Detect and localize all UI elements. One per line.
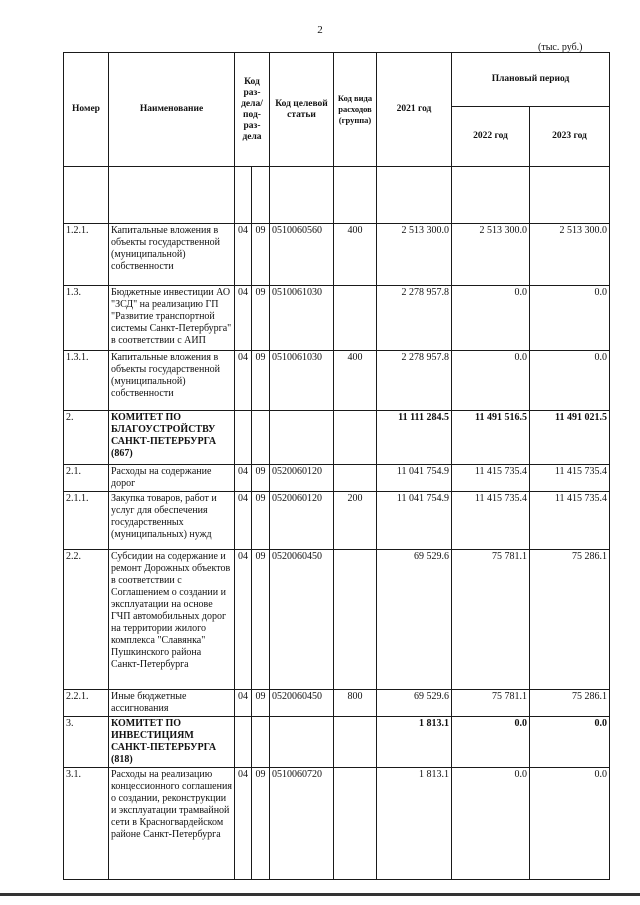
cell-y2021: 69 529.6 (377, 550, 452, 690)
cell-y2022: 0.0 (452, 286, 530, 351)
cell-y2021: 69 529.6 (377, 690, 452, 717)
page-bottom-edge (0, 893, 640, 896)
table-row (64, 411, 610, 465)
cell-y2022: 75 781.1 (452, 550, 530, 690)
cell-nomer: 2.1. (64, 465, 109, 492)
cell-y2023: 0.0 (530, 768, 610, 880)
cell-razdel: 04 (235, 465, 252, 492)
cell-y2022: 11 415 735.4 (452, 465, 530, 492)
cell-y2021: 1 813.1 (377, 768, 452, 880)
table-row (64, 550, 610, 690)
table-row (64, 351, 610, 411)
cell-y2022: 11 415 735.4 (452, 492, 530, 550)
cell-name: КОМИТЕТ ПО ИНВЕСТИЦИЯМ САНКТ-ПЕТЕРБУРГА (818) (109, 717, 235, 768)
cell-statya (270, 411, 334, 465)
cell-razdel: 04 (235, 351, 252, 411)
cell-razdel: 04 (235, 286, 252, 351)
cell-y2022: 0.0 (452, 351, 530, 411)
cell-razdel: 04 (235, 690, 252, 717)
cell-name: Расходы на реализацию концессионного соглашения о создании, реконструкции и эксплуатации трамвайной сети в Красногвардейском районе Санкт-Петербурга (109, 768, 235, 880)
cell-razdel: 04 (235, 768, 252, 880)
cell-nomer: 3. (64, 717, 109, 768)
header-razdel: Код раз-дела/ под-раз-дела (235, 53, 270, 167)
units-label: (тыс. руб.) (538, 42, 583, 53)
cell-y2021: 2 513 300.0 (377, 224, 452, 286)
cell-y2021: 11 111 284.5 (377, 411, 452, 465)
cell-statya: 0520060120 (270, 465, 334, 492)
header-name: Наименование (109, 53, 235, 167)
header-2021: 2021 год (377, 53, 452, 167)
cell-podrazdel: 09 (252, 351, 270, 411)
cell-y2023: 0.0 (530, 717, 610, 768)
cell-nomer: 1.3.1. (64, 351, 109, 411)
cell-razdel: 04 (235, 492, 252, 550)
cell-y2021: 2 278 957.8 (377, 351, 452, 411)
cell-y2023: 2 513 300.0 (530, 224, 610, 286)
header-nomer: Номер (64, 53, 109, 167)
cell-y2022: 75 781.1 (452, 690, 530, 717)
cell-y2022: 0.0 (452, 717, 530, 768)
cell-vid: 400 (334, 351, 377, 411)
cell-podrazdel: 09 (252, 465, 270, 492)
cell-statya: 0520060450 (270, 550, 334, 690)
cell-y2023: 11 491 021.5 (530, 411, 610, 465)
cell-vid: 800 (334, 690, 377, 717)
page-number: 2 (317, 24, 323, 36)
cell-name: Расходы на содержание дорог (109, 465, 235, 492)
cell-nomer: 1.3. (64, 286, 109, 351)
cell-y2022: 0.0 (452, 768, 530, 880)
cell-name: Иные бюджетные ассигнования (109, 690, 235, 717)
cell-nomer: 1.2.1. (64, 224, 109, 286)
table-row (64, 492, 610, 550)
cell-y2021: 1 813.1 (377, 717, 452, 768)
cell-vid (334, 411, 377, 465)
cell-statya: 0520060450 (270, 690, 334, 717)
cell-name: Субсидии на содержание и ремонт Дорожных объектов в соответствии с Соглашением о создании и эксплуатации на основе ГЧП автомобильных дорог на территории жилого комплекса "Славянка" Пушкинского района Санкт-Петербурга (109, 550, 235, 690)
cell-vid: 400 (334, 224, 377, 286)
cell-name: Капитальные вложения в объекты государственной (муниципальной) собственности (109, 351, 235, 411)
header-2023: 2023 год (530, 107, 610, 167)
cell-vid: 200 (334, 492, 377, 550)
budget-table (63, 52, 610, 880)
cell-statya: 0520060120 (270, 492, 334, 550)
header-vid: Код вида расходов (группа) (334, 53, 377, 167)
cell-podrazdel: 09 (252, 286, 270, 351)
header-2022: 2022 год (452, 107, 530, 167)
cell-statya: 0510061030 (270, 286, 334, 351)
cell-podrazdel: 09 (252, 768, 270, 880)
header-statya: Код целевой статьи (270, 53, 334, 167)
cell-statya: 0510060560 (270, 224, 334, 286)
cell-vid (334, 550, 377, 690)
cell-y2021: 11 041 754.9 (377, 492, 452, 550)
cell-nomer: 3.1. (64, 768, 109, 880)
cell-name: КОМИТЕТ ПО БЛАГОУСТРОЙСТВУ САНКТ-ПЕТЕРБУРГА (867) (109, 411, 235, 465)
cell-name: Бюджетные инвестиции АО "ЗСД" на реализацию ГП "Развитие транспортной системы Санкт-Петербурга" в соответствии с АИП (109, 286, 235, 351)
cell-y2021: 2 278 957.8 (377, 286, 452, 351)
cell-y2023: 11 415 735.4 (530, 465, 610, 492)
cell-y2023: 75 286.1 (530, 690, 610, 717)
cell-podrazdel: 09 (252, 690, 270, 717)
cell-podrazdel: 09 (252, 224, 270, 286)
cell-y2021: 11 041 754.9 (377, 465, 452, 492)
cell-vid (334, 717, 377, 768)
cell-razdel: 04 (235, 224, 252, 286)
cell-vid (334, 768, 377, 880)
cell-podrazdel: 09 (252, 492, 270, 550)
cell-vid (334, 465, 377, 492)
cell-nomer: 2. (64, 411, 109, 465)
table-row (64, 717, 610, 768)
cell-y2022: 11 491 516.5 (452, 411, 530, 465)
table-row (64, 465, 610, 492)
cell-razdel (235, 411, 252, 465)
table-row (64, 690, 610, 717)
cell-nomer: 2.1.1. (64, 492, 109, 550)
cell-statya: 0510061030 (270, 351, 334, 411)
cell-podrazdel: 09 (252, 550, 270, 690)
cell-statya (270, 717, 334, 768)
cell-y2023: 75 286.1 (530, 550, 610, 690)
cell-y2022: 2 513 300.0 (452, 224, 530, 286)
cell-y2023: 0.0 (530, 351, 610, 411)
cell-y2023: 0.0 (530, 286, 610, 351)
cell-vid (334, 286, 377, 351)
cell-statya: 0510060720 (270, 768, 334, 880)
header-plan: Плановый период (452, 53, 610, 107)
cell-podrazdel (252, 411, 270, 465)
table-row (64, 286, 610, 351)
cell-nomer: 2.2. (64, 550, 109, 690)
cell-razdel (235, 717, 252, 768)
cell-nomer: 2.2.1. (64, 690, 109, 717)
cell-name: Закупка товаров, работ и услуг для обеспечения государственных (муниципальных) нужд (109, 492, 235, 550)
cell-name: Капитальные вложения в объекты государственной (муниципальной) собственности (109, 224, 235, 286)
table-row (64, 768, 610, 880)
cell-razdel: 04 (235, 550, 252, 690)
cell-podrazdel (252, 717, 270, 768)
table-row (64, 224, 610, 286)
cell-y2023: 11 415 735.4 (530, 492, 610, 550)
